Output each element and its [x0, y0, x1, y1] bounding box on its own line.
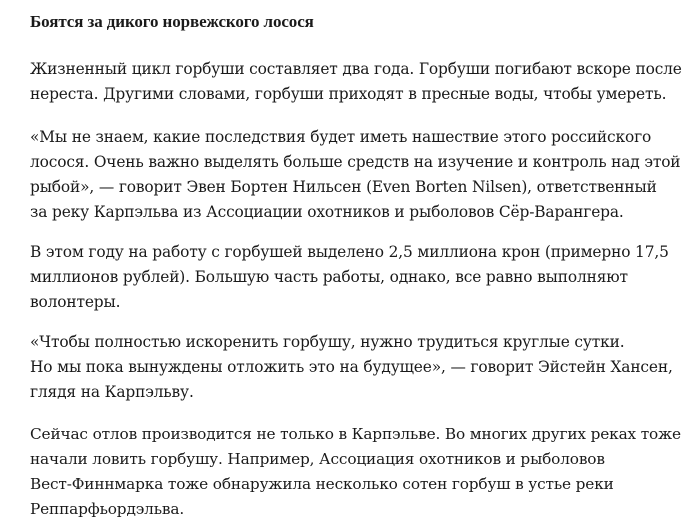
- paragraph-line: лосося. Очень важно выделять больше средств на изучение и контроль над этой: [30, 153, 681, 171]
- paragraph-line: Но мы пока вынуждены отложить это на будущее», — говорит Эйстейн Хансен,: [30, 358, 673, 376]
- paragraph-line: «Чтобы полностью искоренить горбушу, нужно трудиться круглые сутки.: [30, 333, 625, 351]
- paragraph-line: Вест-Финнмарка тоже обнаружила несколько сотен горбуш в устье реки: [30, 475, 614, 493]
- article-heading: Боятся за дикого норвежского лосося: [30, 12, 314, 31]
- paragraph-line: рыбой», — говорит Эвен Бортен Нильсен (Even Borten Nilsen), ответственный: [30, 178, 657, 196]
- paragraph-quote-nilsen: [30, 125, 680, 225]
- paragraph-life-cycle: [30, 57, 682, 107]
- paragraph-quote-hansen: [30, 330, 673, 405]
- paragraph-line: Реппарфьордэльва.: [30, 500, 185, 518]
- paragraph-funding: [30, 240, 669, 315]
- paragraph-line: нереста. Другими словами, горбуши приходят в пресные воды, чтобы умереть.: [30, 85, 667, 103]
- paragraph-line: Жизненный цикл горбуши составляет два года. Горбуши погибают вскоре после: [30, 60, 682, 78]
- paragraph-line: глядя на Карпэльву.: [30, 383, 194, 401]
- paragraph-line: начали ловить горбушу. Например, Ассоциация охотников и рыболовов: [30, 450, 605, 468]
- paragraph-line: за реку Карпэльва из Ассоциации охотников и рыболовов Сёр-Варангера.: [30, 203, 624, 221]
- paragraph-line: «Мы не знаем, какие последствия будет иметь нашествие этого российского: [30, 128, 652, 146]
- paragraph-line: волонтеры.: [30, 293, 121, 311]
- paragraph-line: миллионов рублей). Большую часть работы, однако, все равно выполняют: [30, 268, 628, 286]
- paragraph-line: Сейчас отлов производится не только в Карпэльве. Во многих других реках тоже: [30, 425, 681, 443]
- paragraph-other-rivers: [30, 422, 681, 522]
- paragraph-line: В этом году на работу с горбушей выделено 2,5 миллиона крон (примерно 17,5: [30, 243, 669, 261]
